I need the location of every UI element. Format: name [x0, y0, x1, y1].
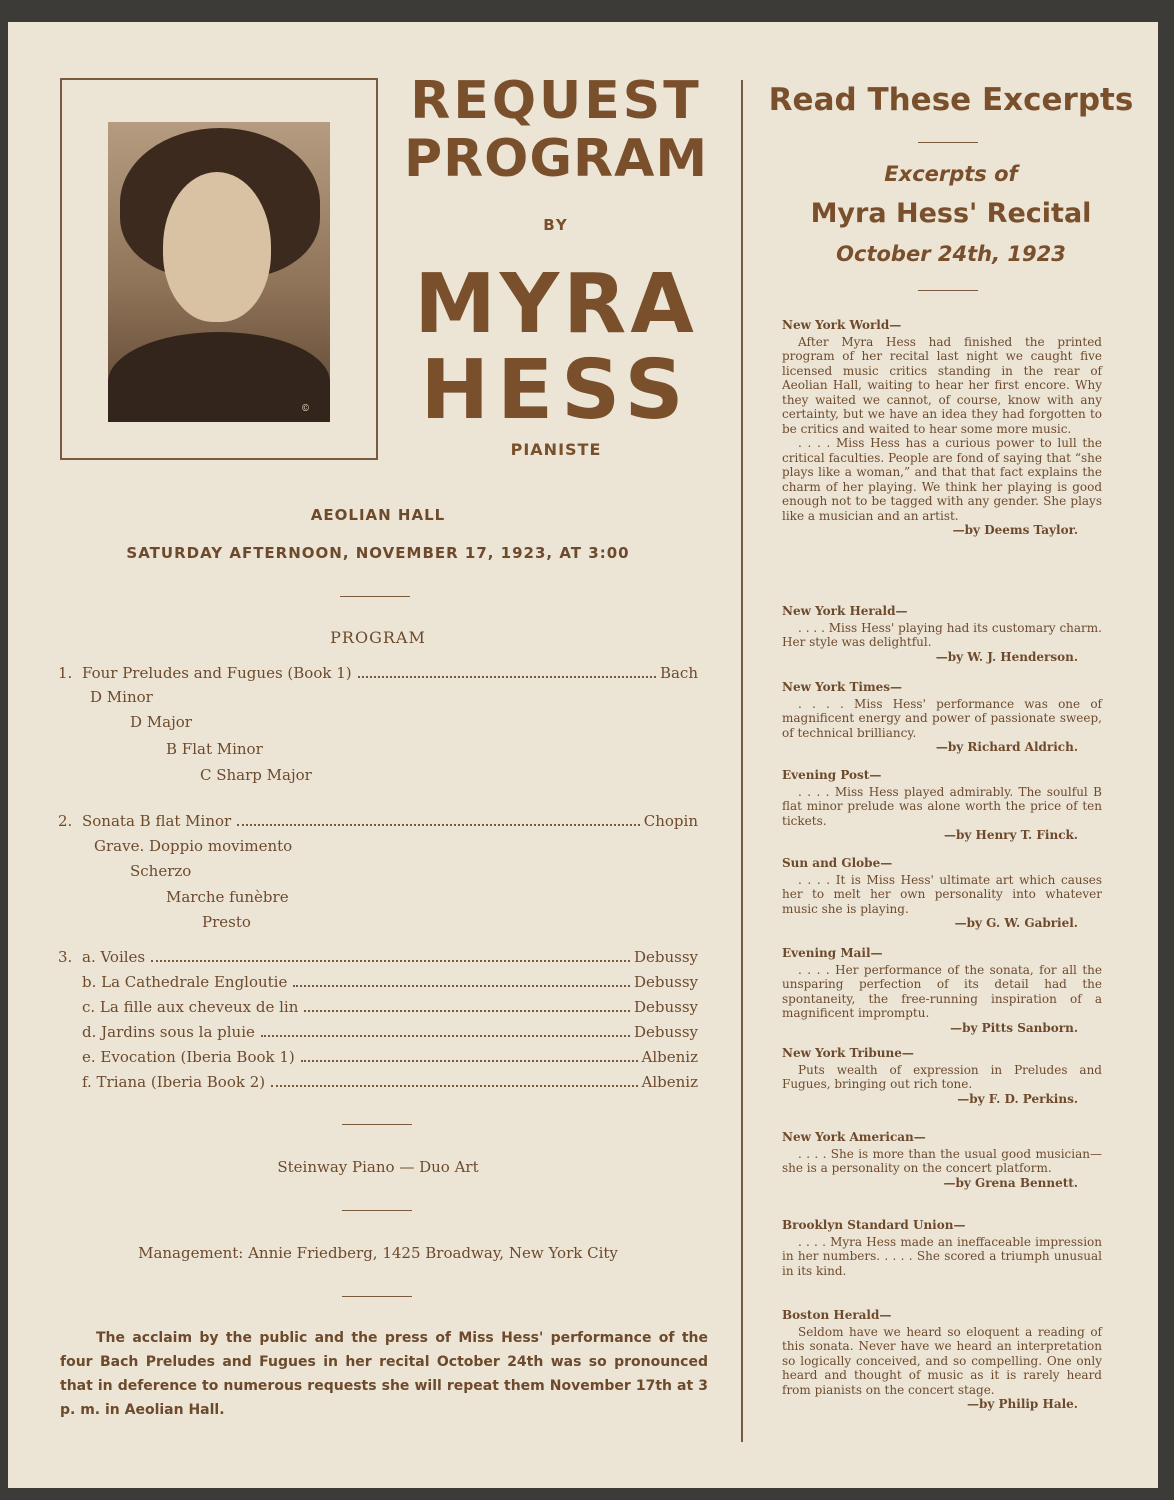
critic-excerpt — [782, 1218, 1102, 1278]
item-composer: Debussy — [633, 948, 698, 966]
critic-excerpt — [782, 856, 1102, 931]
critic-signature: —by G. W. Gabriel. — [954, 916, 1078, 930]
item-composer: Bach — [659, 664, 698, 682]
movement: D Major — [130, 713, 192, 731]
critic-source: New York Times— — [782, 680, 903, 694]
critic-excerpt — [782, 680, 1102, 755]
portrait-frame — [60, 78, 378, 460]
movement: D Minor — [90, 688, 153, 706]
critic-signature: —by F. D. Perkins. — [957, 1091, 1078, 1106]
dot-leader — [271, 1085, 637, 1087]
item-title: a. Voiles — [82, 948, 146, 966]
item-number: 1. — [58, 664, 73, 682]
item-number: 2. — [58, 812, 73, 830]
dot-leader — [358, 676, 656, 678]
program-item-3b — [58, 973, 698, 991]
critic-text: . . . . Her performance of the sonata, for all the unsparing perfection of its detail had the spontaneity, the free-running inspiration of a magnificent impromptu. — [782, 962, 1102, 1020]
management-credit: Management: Annie Friedberg, 1425 Broadway, New York City — [138, 1244, 618, 1262]
critic-source: New York American— — [782, 1130, 926, 1144]
critic-source: New York Tribune— — [782, 1046, 914, 1060]
program-heading: PROGRAM — [330, 628, 426, 647]
critic-text: Puts wealth of expression in Preludes and Fugues, bringing out rich tone. — [782, 1062, 1102, 1091]
program-item-3a — [58, 948, 698, 966]
critic-signature: —by Henry T. Finck. — [943, 828, 1078, 842]
dot-leader — [304, 1010, 630, 1012]
title-program: PROGRAM — [404, 129, 709, 189]
critic-signature: —by Richard Aldrich. — [935, 740, 1078, 754]
critic-excerpt — [782, 768, 1102, 843]
critic-source: Evening Mail— — [782, 946, 883, 960]
critic-source: Boston Herald— — [782, 1308, 892, 1322]
critic-signature: —by Philip Hale. — [966, 1397, 1078, 1411]
critic-signature: —by W. J. Henderson. — [935, 649, 1078, 664]
critic-source: New York Herald— — [782, 604, 908, 618]
divider-rule — [342, 1296, 412, 1297]
concert-date: SATURDAY AFTERNOON, NOVEMBER 17, 1923, AT 3:00 — [126, 544, 630, 562]
program-item-1 — [58, 664, 698, 682]
critic-source: Evening Post— — [782, 768, 882, 782]
movement: C Sharp Major — [200, 766, 312, 784]
program-item-3d — [58, 1023, 698, 1041]
performer-role: PIANISTE — [510, 440, 602, 459]
critic-text: . . . . It is Miss Hess' ultimate art which causes her to melt her own personality into whatever music she is playing. — [782, 872, 1102, 916]
program-item-2 — [58, 812, 698, 830]
column-divider — [741, 80, 743, 1442]
divider-rule — [340, 596, 410, 597]
critic-source: New York World— — [782, 318, 902, 332]
movement: Grave. Doppio movimento — [94, 837, 293, 855]
portrait-body — [108, 332, 330, 422]
movement: Presto — [202, 913, 251, 931]
critic-signature: —by Deems Taylor. — [952, 523, 1078, 537]
critic-text: Seldom have we heard so eloquent a reading of this sonata. Never have we heard an interpretation so logically conceived, and so compelling. One only heard and thought of music as it is rarely heard from pianists on the concert stage. — [782, 1324, 1102, 1397]
item-title: e. Evocation (Iberia Book 1) — [82, 1048, 295, 1066]
critic-source: Sun and Globe— — [782, 856, 893, 870]
dot-leader — [301, 1060, 638, 1062]
item-title: d. Jardins sous la pluie — [82, 1023, 255, 1041]
venue-hall: AEOLIAN HALL — [310, 506, 446, 524]
critic-text: . . . . Myra Hess made an ineffaceable impression in her numbers. . . . . She scored a triumph unusual in its kind. — [782, 1234, 1102, 1278]
dot-leader — [261, 1035, 630, 1037]
divider-rule — [342, 1210, 412, 1211]
title-by: BY — [543, 216, 569, 234]
piano-credit: Steinway Piano — Duo Art — [277, 1158, 479, 1176]
item-composer: Albeniz — [641, 1048, 698, 1066]
item-composer: Debussy — [633, 1023, 698, 1041]
divider-rule — [342, 1124, 412, 1125]
item-composer: Debussy — [633, 973, 698, 991]
program-item-3f — [58, 1073, 698, 1091]
program-item-3e — [58, 1048, 698, 1066]
excerpts-heading: Read These Excerpts — [768, 82, 1134, 118]
item-composer: Debussy — [633, 998, 698, 1016]
critic-excerpt — [782, 946, 1102, 1035]
critic-excerpt — [782, 1046, 1102, 1106]
movement: Marche funèbre — [166, 888, 289, 906]
critic-source: Brooklyn Standard Union— — [782, 1218, 966, 1232]
dot-leader — [151, 960, 630, 962]
item-title: Four Preludes and Fugues (Book 1) — [82, 664, 352, 682]
dot-leader — [237, 824, 640, 826]
critic-text: . . . . She is more than the usual good musician—she is a personality on the concert platform. — [782, 1146, 1102, 1175]
item-title: b. La Cathedrale Engloutie — [82, 973, 288, 991]
item-composer: Chopin — [643, 812, 698, 830]
title-request: REQUEST — [410, 71, 702, 131]
name-first: MYRA — [414, 257, 698, 352]
critic-text: . . . . Miss Hess' performance was one of magnificent energy and power of passionate sweep, of technical brilliancy. — [782, 696, 1102, 740]
item-composer: Albeniz — [641, 1073, 698, 1091]
excerpts-sub3: October 24th, 1923 — [836, 242, 1066, 266]
critic-excerpt — [782, 1130, 1102, 1190]
copyright-icon: © — [301, 404, 310, 414]
critic-excerpt — [782, 1308, 1102, 1412]
critic-signature: —by Grena Bennett. — [943, 1175, 1078, 1190]
critic-text: After Myra Hess had finished the printed program of her recital last night we caught five licensed music critics standing in the rear of Aeolian Hall, waiting to hear her first encore. Why they waited we cannot, of course, know with any certainty, but we have an idea they had forgotten to be critics and waited to hear some more music. — [782, 334, 1102, 436]
excerpts-sub1: Excerpts of — [884, 162, 1018, 186]
movement: B Flat Minor — [166, 740, 263, 758]
program-page — [8, 22, 1158, 1488]
critic-excerpt — [782, 604, 1102, 664]
critic-excerpt — [782, 318, 1102, 538]
acclaim-paragraph: The acclaim by the public and the press of Miss Hess' performance of the four Bach Preludes and Fugues in her recital October 24th was so pronounced that in deference to numerous requests she will repeat them November 17th at 3 p. m. in Aeolian Hall. — [60, 1330, 708, 1418]
critic-text: . . . . Miss Hess has a curious power to lull the critical faculties. People are fond of saying that “she plays like a woman,” and that that fact explains the charm of her playing. We think her playing is good enough not to be tagged with any gender. She plays like a musician and an artist. — [782, 436, 1102, 523]
item-title: c. La fille aux cheveux de lin — [82, 998, 299, 1016]
program-item-3c — [58, 998, 698, 1016]
movement: Scherzo — [130, 862, 192, 880]
excerpts-sub2: Myra Hess' Recital — [810, 198, 1092, 229]
divider-rule — [918, 142, 978, 143]
portrait-face — [163, 172, 271, 322]
dot-leader — [293, 985, 630, 987]
portrait-photo — [108, 122, 330, 422]
critic-text: . . . . Miss Hess' playing had its customary charm. Her style was delightful. — [782, 620, 1102, 649]
name-last: HESS — [420, 343, 692, 438]
item-number: 3. — [58, 948, 73, 966]
divider-rule — [918, 290, 978, 291]
critic-text: . . . . Miss Hess played admirably. The soulful B flat minor prelude was alone worth the price of ten tickets. — [782, 784, 1102, 828]
item-title: Sonata B flat Minor — [82, 812, 232, 830]
item-title: f. Triana (Iberia Book 2) — [82, 1073, 266, 1091]
critic-signature: —by Pitts Sanborn. — [950, 1020, 1078, 1035]
